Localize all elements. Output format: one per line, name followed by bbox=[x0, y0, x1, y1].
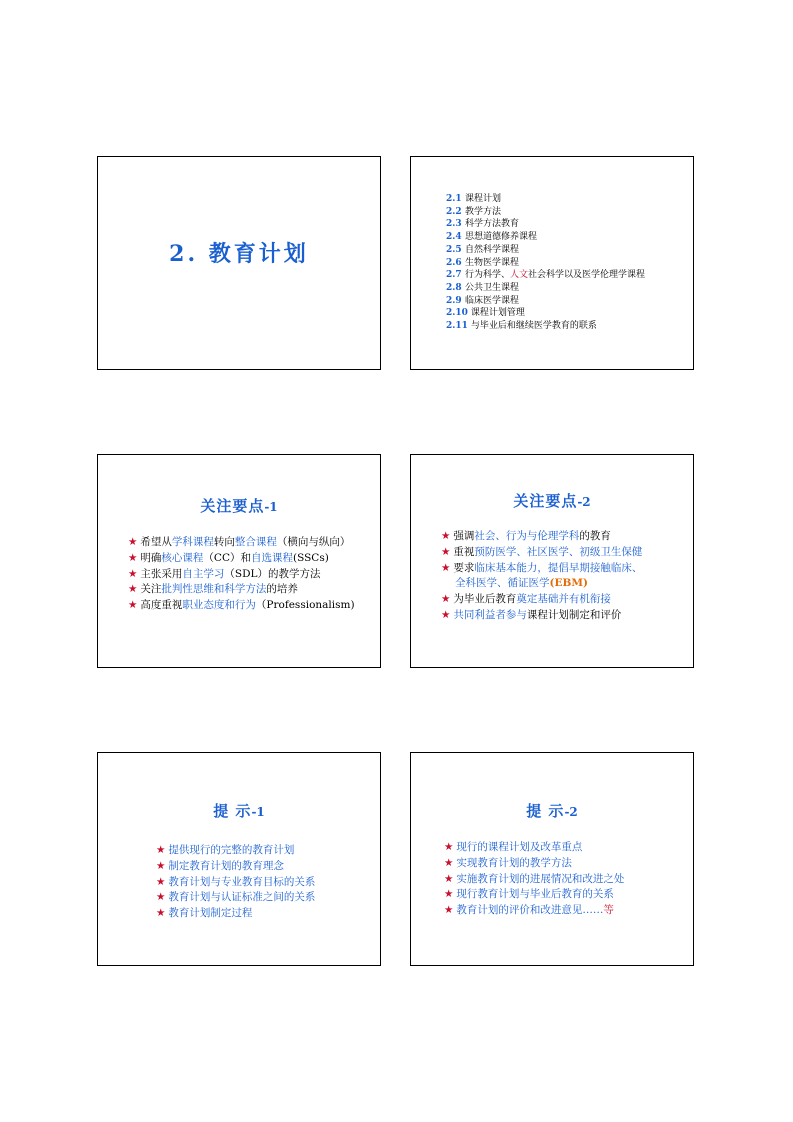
bullet-list bbox=[441, 529, 642, 624]
star-icon: ★ bbox=[441, 608, 451, 621]
bullet-continuation: 全科医学、循证医学(EBM) bbox=[455, 577, 588, 590]
bullet-item: ★ 共同利益者参与课程计划制定和评价 bbox=[441, 608, 622, 621]
slide-2 bbox=[410, 156, 694, 370]
bullet-item: ★ 教育计划与专业教育目标的关系 bbox=[156, 875, 316, 888]
star-icon: ★ bbox=[128, 551, 138, 564]
toc-item: 2.1 课程计划 bbox=[446, 194, 502, 204]
bullet-item: ★ 重视预防医学、社区医学、初级卫生保健 bbox=[441, 545, 643, 558]
bullet-item: ★ 教育计划与认证标准之间的关系 bbox=[156, 891, 316, 904]
toc-item: 2.5 自然科学课程 bbox=[446, 244, 520, 255]
bullet-item: ★ 要求临床基本能力，提倡早期接触临床、 bbox=[441, 561, 643, 574]
slide-title: 关注要点-2 bbox=[513, 492, 591, 510]
bullet-item: ★ 主张采用自主学习（SDL）的教学方法 bbox=[128, 567, 321, 580]
bullet-item: ★ 高度重视职业态度和行为（Professionalism) bbox=[128, 599, 355, 612]
toc-item: 2.6 生物医学课程 bbox=[446, 257, 520, 268]
bullet-item: ★ 实现教育计划的教学方法 bbox=[444, 856, 572, 869]
toc-item: 2.10 课程计划管理 bbox=[446, 308, 525, 319]
bullet-item: ★ 强调社会、行为与伦理学科的教育 bbox=[441, 530, 611, 542]
slide-title: 提 示-2 bbox=[526, 802, 578, 820]
bullet-item: ★ 希望从学科课程转向整合课程（横向与纵向） bbox=[128, 536, 351, 548]
bullet-list bbox=[444, 840, 624, 919]
star-icon: ★ bbox=[156, 907, 166, 920]
toc-item: 2.3 科学方法教育 bbox=[446, 219, 520, 230]
slide-title: 2. 教育计划 bbox=[169, 241, 309, 267]
bullet-item: ★ 教育计划的评价和改进意见……等 bbox=[444, 904, 614, 917]
star-icon: ★ bbox=[441, 593, 451, 606]
slide-title: 提 示-1 bbox=[213, 802, 265, 820]
bullet-item: ★ 现行教育计划与毕业后教育的关系 bbox=[444, 888, 614, 901]
bullet-item: ★ 教育计划制定过程 bbox=[156, 907, 253, 920]
toc-item: 2.2 教学方法 bbox=[446, 206, 502, 217]
bullet-item: ★ 提供现行的完整的教育计划 bbox=[156, 844, 295, 856]
bullet-list bbox=[156, 843, 315, 922]
bullet-item: ★ 关注批判性思维和科学方法的培养 bbox=[128, 583, 298, 596]
star-icon: ★ bbox=[444, 841, 454, 853]
star-icon: ★ bbox=[444, 856, 454, 869]
slide-5 bbox=[97, 752, 381, 966]
bullet-item: ★ 现行的课程计划及改革重点 bbox=[444, 841, 583, 853]
toc-item: 2.9 临床医学课程 bbox=[446, 295, 520, 306]
toc-item: 2.4 思想道德修养课程 bbox=[446, 232, 538, 243]
star-icon: ★ bbox=[128, 536, 138, 548]
slide-title: 关注要点-1 bbox=[200, 497, 278, 515]
bullet-item: ★ 制定教育计划的教育理念 bbox=[156, 859, 284, 872]
star-icon: ★ bbox=[444, 872, 454, 885]
star-icon: ★ bbox=[156, 891, 166, 904]
toc-item: 2.7 行为科学、人文社会科学以及医学伦理学课程 bbox=[446, 270, 646, 281]
star-icon: ★ bbox=[444, 888, 454, 901]
slide-1 bbox=[97, 156, 381, 370]
star-icon: ★ bbox=[156, 859, 166, 872]
toc-list bbox=[446, 193, 645, 333]
toc-item: 2.11 与毕业后和继续医学教育的联系 bbox=[446, 321, 597, 332]
star-icon: ★ bbox=[441, 561, 451, 574]
star-icon: ★ bbox=[441, 545, 451, 558]
star-icon: ★ bbox=[128, 599, 138, 612]
star-icon: ★ bbox=[441, 530, 451, 542]
star-icon: ★ bbox=[156, 844, 166, 856]
bullet-item: ★ 明确核心课程（CC）和自选课程(SSCs) bbox=[128, 551, 329, 564]
star-icon: ★ bbox=[444, 904, 454, 917]
star-icon: ★ bbox=[156, 875, 166, 888]
bullet-item: ★ 为毕业后教育奠定基础并有机衔接 bbox=[441, 593, 611, 606]
slide-6 bbox=[410, 752, 694, 966]
slide-4 bbox=[410, 454, 694, 668]
bullet-list bbox=[128, 535, 355, 614]
slide-3 bbox=[97, 454, 381, 668]
star-icon: ★ bbox=[128, 583, 138, 596]
bullet-item: ★ 实施教育计划的进展情况和改进之处 bbox=[444, 872, 625, 885]
star-icon: ★ bbox=[128, 567, 138, 580]
toc-item: 2.8 公共卫生课程 bbox=[446, 282, 520, 293]
